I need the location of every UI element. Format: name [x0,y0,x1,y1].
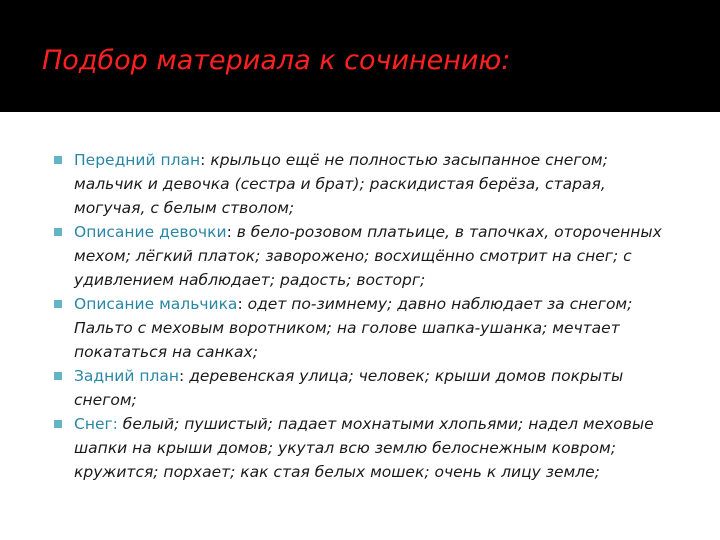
bullet-label: Передний план [74,151,201,169]
square-bullet-icon [54,372,62,380]
bullet-list [54,148,674,484]
bullet-text: одет по-зимнему; давно наблюдает за снегом; Пальто с меховым воротником; на голове шапка-ушанка; мечтает покататься на санках; [74,295,633,361]
square-bullet-icon [54,228,62,236]
bullet-text: белый; пушистый; падает мохнатыми хлопьями; надел меховые шапки на крыши домов; укутал всю землю белоснежным ковром; кружится; порхает; как стая белых мошек; очень к лицу земле; [74,415,654,481]
bullet-snow [54,412,674,484]
bullet-label: Задний план [74,367,180,385]
bullet-separator: : [237,295,248,313]
bullet-label: Описание девочки [74,223,227,241]
bullet-text: в бело-розовом платьице, в тапочках, отороченных мехом; лёгкий платок; заворожено; восхищённо смотрит на снег; с удивлением наблюдает; радость; восторг; [74,223,662,289]
bullet-text: деревенская улица; человек; крыши домов покрыты снегом; [74,367,624,409]
square-bullet-icon [54,156,62,164]
bullet-foreground [54,148,674,220]
bullet-label: Описание мальчика [74,295,238,313]
title-band [0,0,720,112]
square-bullet-icon [54,420,62,428]
bullet-background [54,364,674,412]
bullet-girl-description [54,220,674,292]
bullet-separator: : [179,367,190,385]
bullet-text: крыльцо ещё не полностью засыпанное снегом; мальчик и девочка (сестра и брат); раскидистая берёза, старая, могучая, с белым стволом; [74,151,608,217]
bullet-separator: : [200,151,211,169]
bullet-label: Снег: [74,415,118,433]
slide-title: Подбор материала к сочинению: [42,45,511,76]
bullet-boy-description [54,292,674,364]
square-bullet-icon [54,300,62,308]
bullet-separator: : [226,223,237,241]
